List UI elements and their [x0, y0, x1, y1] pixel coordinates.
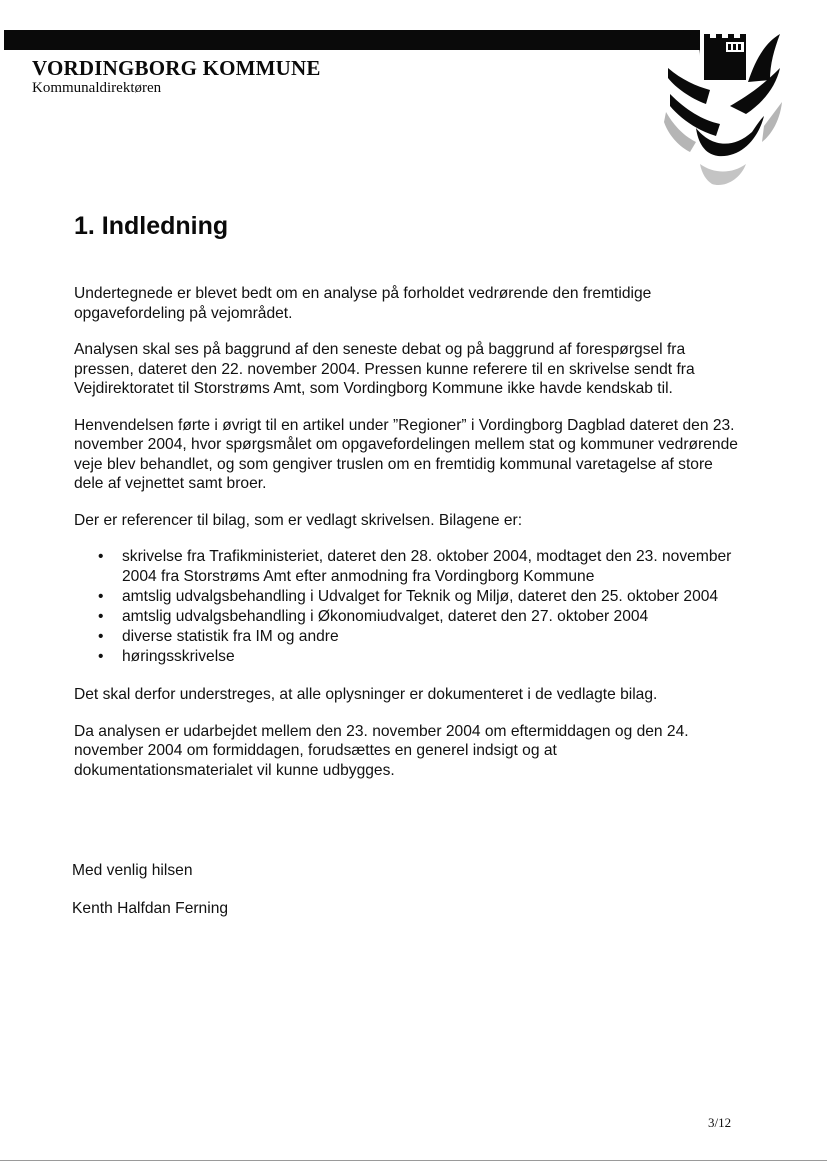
list-item: • amtslig udvalgsbehandling i Udvalget for Teknik og Miljø, dateret den 25. oktober 2004	[122, 587, 739, 607]
intro-paragraph: Undertegnede er blevet bedt om en analyse på forholdet vedrørende den fremtidige opgavefordeling på vejområdet.	[74, 285, 652, 322]
page-number: 3/12	[708, 1115, 732, 1130]
article-paragraph: Henvendelsen førte i øvrigt til en artikel under ”Regioner” i Vordingborg Dagblad dateret den 23. november 2004, hvor spørgsmålet om opgavefordelingen mellem stat og kommuner vedrørende veje blev behandlet, og som gengiver truslen om en fremtidig kommunal varetagelse af store dele af vejnettet samt broer.	[74, 416, 738, 492]
section-heading: 1. Indledning	[74, 212, 229, 240]
background-paragraph: Analysen skal ses på baggrund af den seneste debat og på baggrund af forespørgsel fra pressen, dateret den 22. november 2004. Pressen kunne referere til en skrivelse sendt fra Vejdirektoratet til Storstrøms Amt, som Vordingborg Kommune ikke havde kendskab til.	[74, 341, 695, 397]
attachments-intro: Der er referencer til bilag, som er vedlagt skrivelsen. Bilagene er:	[74, 511, 523, 529]
attachment-list	[74, 547, 739, 666]
list-item: • amtslig udvalgsbehandling i Økonomiudvalget, dateret den 27. oktober 2004	[122, 607, 739, 627]
list-item: • skrivelse fra Trafikministeriet, dateret den 28. oktober 2004, modtaget den 23. november 2004 fra Storstrøms Amt efter anmodning fra Vordingborg Kommune	[122, 547, 739, 586]
list-item: • høringsskrivelse	[122, 647, 739, 667]
organization-name: VORDINGBORG KOMMUNE	[32, 56, 321, 80]
body-text	[74, 284, 739, 797]
timing-paragraph: Da analysen er udarbejdet mellem den 23. november 2004 om eftermiddagen og den 24. november 2004 om formiddagen, forudsættes en generel indsigt og at dokumentationsmaterialet vil kunne udbygges.	[74, 722, 689, 779]
header-bar	[4, 30, 700, 50]
signatory-name: Kenth Halfdan Ferning	[72, 900, 229, 917]
municipality-coat-of-arms-icon	[660, 28, 785, 193]
closing-greeting: Med venlig hilsen	[72, 862, 193, 879]
department-name: Kommunaldirektøren	[32, 80, 162, 96]
documentation-note: Det skal derfor understreges, at alle oplysninger er dokumenteret i de vedlagte bilag.	[74, 686, 658, 703]
list-item: • diverse statistik fra IM og andre	[122, 627, 739, 647]
footer-rule	[0, 1160, 827, 1161]
